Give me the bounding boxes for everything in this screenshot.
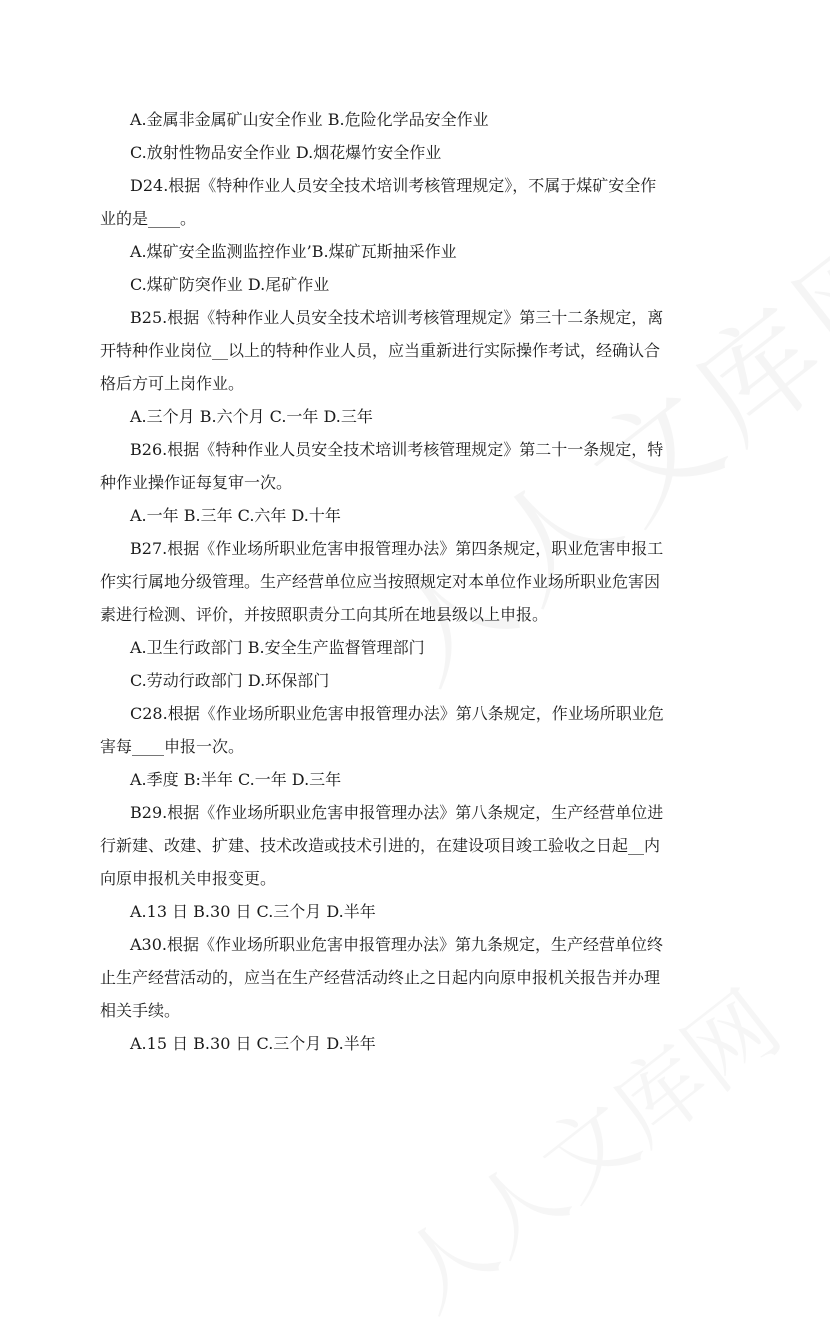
options-line: A.15 日 B.30 日 C.三个月 D.半年 xyxy=(130,1034,376,1053)
options-line: A.三个月 B.六个月 C.一年 D.三年 xyxy=(130,407,373,426)
options-line: C.劳动行政部门 D.环保部门 xyxy=(130,671,330,690)
question-25 xyxy=(100,301,700,400)
question-text: 相关手续。 xyxy=(100,1001,181,1020)
question-text: 止生产经营活动的，应当在生产经营活动终止之日起内向原申报机关报告并办理 xyxy=(100,968,661,987)
question-27 xyxy=(100,532,700,631)
options-line: A.金属非金属矿山安全作业 B.危险化学品安全作业 xyxy=(130,110,489,129)
options-line: A.煤矿安全监测监控作业’B.煤矿瓦斯抽采作业 xyxy=(130,242,457,261)
question-text: B29.根据《作业场所职业危害申报管理办法》第八条规定，生产经营单位进 xyxy=(130,803,664,822)
question-text: D24.根据《特种作业人员安全技术培训考核管理规定》，不属于煤矿安全作 xyxy=(130,176,657,195)
options-line: A.季度 B:半年 C.一年 D.三年 xyxy=(130,770,342,789)
question-text: 素进行检测、评价，并按照职责分工向其所在地县级以上申报。 xyxy=(100,605,549,624)
question-text: 开特种作业岗位__以上的特种作业人员，应当重新进行实际操作考试，经确认合 xyxy=(100,341,661,360)
question-30 xyxy=(100,928,700,1027)
question-text: B26.根据《特种作业人员安全技术培训考核管理规定》第二十一条规定，特 xyxy=(130,440,664,459)
question-text: B27.根据《作业场所职业危害申报管理办法》第四条规定，职业危害申报工 xyxy=(130,539,664,558)
question-text: 种作业操作证每复审一次。 xyxy=(100,473,293,492)
question-28 xyxy=(100,697,700,763)
question-text: B25.根据《特种作业人员安全技术培训考核管理规定》第三十二条规定，离 xyxy=(130,308,664,327)
document-body xyxy=(100,103,700,1060)
question-text: 行新建、改建、扩建、技术改造或技术引进的，在建设项目竣工验收之日起__内 xyxy=(100,836,661,855)
question-text: 作实行属地分级管理。生产经营单位应当按照规定对本单位作业场所职业危害因 xyxy=(100,572,661,591)
options-line: A.一年 B.三年 C.六年 D.十年 xyxy=(130,506,341,525)
question-29 xyxy=(100,796,700,895)
options-line: C.放射性物品安全作业 D.烟花爆竹安全作业 xyxy=(130,143,442,162)
question-26 xyxy=(100,433,700,499)
question-text: 业的是____。 xyxy=(100,209,197,228)
question-text: A30.根据《作业场所职业危害申报管理办法》第九条规定，生产经营单位终 xyxy=(130,935,664,954)
question-24 xyxy=(100,169,700,235)
question-text: C28.根据《作业场所职业危害申报管理办法》第八条规定，作业场所职业危 xyxy=(130,704,664,723)
options-line: A.卫生行政部门 B.安全生产监督管理部门 xyxy=(130,638,425,657)
question-text: 向原申报机关申报变更。 xyxy=(100,869,277,888)
options-line: C.煤矿防突作业 D.尾矿作业 xyxy=(130,275,330,294)
question-text: 格后方可上岗作业。 xyxy=(100,374,245,393)
options-line: A.13 日 B.30 日 C.三个月 D.半年 xyxy=(130,902,376,921)
question-text: 害每____申报一次。 xyxy=(100,737,245,756)
